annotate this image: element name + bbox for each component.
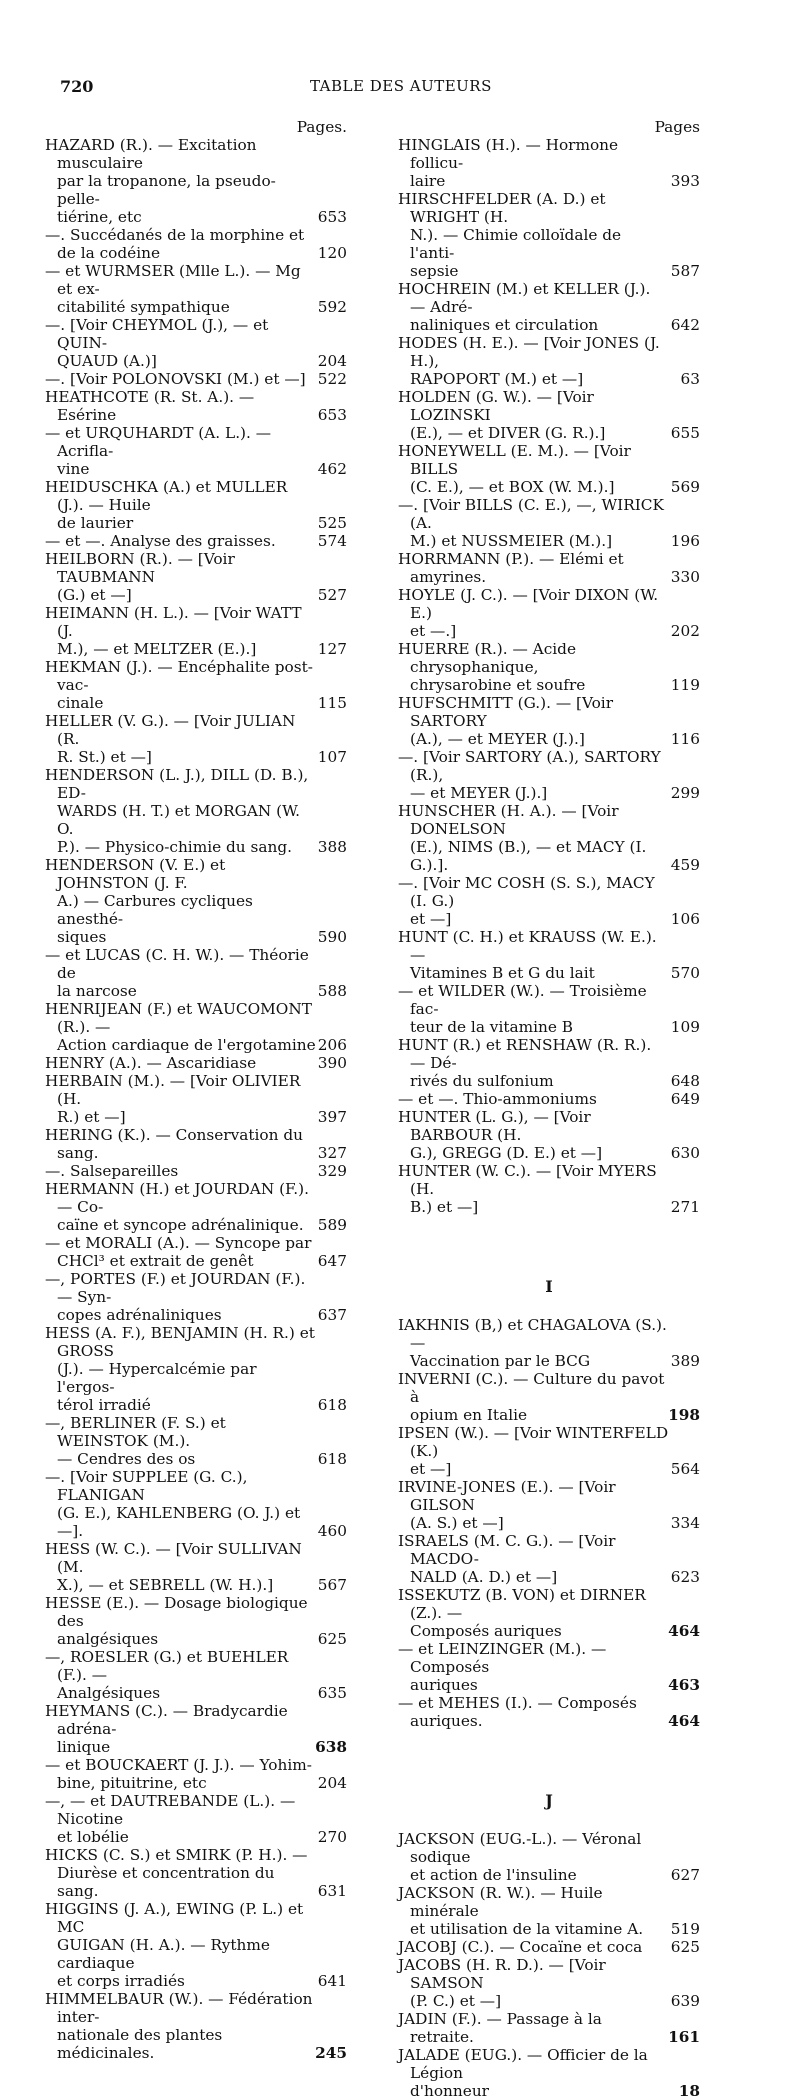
index-entry <box>398 2046 700 2100</box>
index-entry <box>45 1234 347 1270</box>
left-column <box>45 118 347 2062</box>
entry-text: HENRIJEAN (F.) et WAUCOMONT (R.). — Action cardiaque de l'ergotamine <box>45 1000 316 1054</box>
entry-page: 327 <box>317 1144 347 1162</box>
index-entry <box>45 316 347 370</box>
entry-page: 393 <box>670 172 700 190</box>
entry-text: —, PORTES (F.) et JOURDAN (F.). — Syn- copes adrénaliniques <box>45 1270 306 1324</box>
index-entry <box>45 856 347 946</box>
entry-page: 522 <box>317 370 347 388</box>
index-entry <box>398 586 700 640</box>
index-entry <box>398 982 700 1036</box>
entry-page: 641 <box>317 1972 347 1990</box>
entry-page: 647 <box>317 1252 347 1270</box>
entry-text: HERMANN (H.) et JOURDAN (F.). — Co- caïne et syncope adrénalinique. <box>45 1180 309 1234</box>
entry-page: 462 <box>317 460 347 478</box>
entry-text: —, BERLINER (F. S.) et WEINSTOK (M.). — Cendres des os <box>45 1414 226 1468</box>
index-entry <box>398 1370 700 1424</box>
entry-page: 625 <box>670 1938 700 1956</box>
entry-text: IPSEN (W.). — [Voir WINTERFELD (K.) et —] <box>398 1424 669 1478</box>
index-entry <box>398 748 700 802</box>
entry-page: 196 <box>670 532 700 550</box>
entry-text: — et —. Analyse des graisses. <box>45 532 276 550</box>
entry-page: 18 <box>678 2082 700 2100</box>
entry-page: 459 <box>670 856 700 874</box>
entry-page: 592 <box>317 298 347 316</box>
index-entry <box>398 1830 700 1884</box>
index-entry <box>45 1414 347 1468</box>
entry-page: 271 <box>670 1198 700 1216</box>
entry-text: —. [Voir MC COSH (S. S.), MACY (I. G.) et —] <box>398 874 655 928</box>
entry-text: HORRMANN (P.). — Elémi et amyrines. <box>398 550 624 586</box>
entry-text: JALADE (EUG.). — Officier de la Légion d'honneur <box>398 2046 648 2100</box>
entry-text: JACKSON (EUG.-L.). — Véronal sodique et action de l'insuline <box>398 1830 642 1884</box>
index-entry <box>398 280 700 334</box>
entry-text: HERBAIN (M.). — [Voir OLIVIER (H. R.) et —] <box>45 1072 301 1126</box>
entry-text: —. Succédanés de la morphine et de la codéine <box>45 226 305 262</box>
entry-text: HERING (K.). — Conservation du sang. <box>45 1126 303 1162</box>
entry-text: HEKMAN (J.). — Encéphalite post-vac- cinale <box>45 658 313 712</box>
entry-page: 637 <box>317 1306 347 1324</box>
index-entry <box>398 1424 700 1478</box>
index-entry <box>398 1884 700 1938</box>
entry-text: — et —. Thio-ammoniums <box>398 1090 597 1108</box>
entry-page: 527 <box>317 586 347 604</box>
entry-text: — et LUCAS (C. H. W.). — Théorie de la narcose <box>45 946 309 1000</box>
entry-page: 639 <box>670 1992 700 2010</box>
entry-page: 330 <box>670 568 700 586</box>
index-entry <box>45 1126 347 1162</box>
index-entry <box>398 1090 700 1108</box>
index-entry <box>45 532 347 550</box>
index-entry <box>45 1900 347 1990</box>
entry-page: 635 <box>317 1684 347 1702</box>
entry-text: — et LEINZINGER (M.). — Composés auriques <box>398 1640 607 1694</box>
index-entry <box>398 1162 700 1216</box>
index-entry <box>398 1938 700 1956</box>
index-entry <box>45 478 347 532</box>
entry-text: JADIN (F.). — Passage à la retraite. <box>398 2010 602 2046</box>
page-header <box>60 77 760 103</box>
entry-page: 388 <box>317 838 347 856</box>
index-entry <box>398 640 700 694</box>
entry-page: 519 <box>670 1920 700 1938</box>
entry-page: 588 <box>317 982 347 1000</box>
entry-page: 464 <box>668 1622 700 1640</box>
entry-text: HOYLE (J. C.). — [Voir DIXON (W. E.) et —.] <box>398 586 659 640</box>
index-entry <box>45 1702 347 1756</box>
right-column <box>398 118 700 2100</box>
entry-page: 570 <box>670 964 700 982</box>
entry-page: 623 <box>670 1568 700 1586</box>
entries-list-i <box>398 1316 700 1730</box>
entry-page: 589 <box>317 1216 347 1234</box>
entry-text: HELLER (V. G.). — [Voir JULIAN (R. R. St.) et —] <box>45 712 296 766</box>
entry-text: HUFSCHMITT (G.). — [Voir SARTORY (A.), — et MEYER (J.).] <box>398 694 614 748</box>
entry-page: 270 <box>317 1828 347 1846</box>
index-entry <box>45 712 347 766</box>
entry-page: 525 <box>317 514 347 532</box>
index-entry <box>45 1180 347 1234</box>
entry-page: 127 <box>317 640 347 658</box>
entry-text: JACOBJ (C.). — Cocaïne et coca <box>398 1938 643 1956</box>
index-entry <box>45 388 347 424</box>
index-entry <box>45 262 347 316</box>
entry-text: —. [Voir BILLS (C. E.), —, WIRICK (A. M.) et NUSSMEIER (M.).] <box>398 496 664 550</box>
entry-text: HIMMELBAUR (W.). — Fédération inter- nationale des plantes médicinales. <box>45 1990 313 2062</box>
index-entry <box>398 334 700 388</box>
entry-text: — et BOUCKAERT (J. J.). — Yohim- bine, pituitrine, etc <box>45 1756 312 1792</box>
entry-page: 574 <box>317 532 347 550</box>
entries-list-j <box>398 1830 700 2100</box>
entry-page: 198 <box>668 1406 700 1424</box>
entry-page: 119 <box>670 676 700 694</box>
entry-text: HOCHREIN (M.) et KELLER (J.). — Adré- naliniques et circulation <box>398 280 651 334</box>
entry-page: 245 <box>315 2044 347 2062</box>
index-entry <box>45 226 347 262</box>
entry-page: 464 <box>668 1712 700 1730</box>
index-entry <box>45 1540 347 1594</box>
index-entry <box>45 1072 347 1126</box>
index-entry <box>398 694 700 748</box>
index-entry <box>45 1162 347 1180</box>
index-entry <box>398 874 700 928</box>
entry-page: 649 <box>670 1090 700 1108</box>
entry-page: 653 <box>317 406 347 424</box>
index-entry <box>398 1036 700 1090</box>
entry-text: JACKSON (R. W.). — Huile minérale et utilisation de la vitamine A. <box>398 1884 644 1938</box>
entry-text: — et WILDER (W.). — Troisième fac- teur de la vitamine B <box>398 982 647 1036</box>
entry-text: HIGGINS (J. A.), EWING (P. L.) et MC GUIGAN (H. A.). — Rythme cardiaque et corps irradiés <box>45 1900 304 1990</box>
entry-text: —, ROESLER (G.) et BUEHLER (F.). — Analgésiques <box>45 1648 289 1702</box>
entry-text: — et MORALI (A.). — Syncope par CHCl³ et extrait de genêt <box>45 1234 312 1270</box>
index-entry <box>45 1792 347 1846</box>
index-entry <box>398 1532 700 1586</box>
entry-text: HAZARD (R.). — Excitation musculaire par la tropanone, la pseudo-pelle- tiérine, etc <box>45 136 276 226</box>
entry-text: HUERRE (R.). — Acide chrysophanique, chrysarobine et soufre <box>398 640 586 694</box>
entry-text: —. [Voir CHEYMOL (J.), — et QUIN- QUAUD (A.)] <box>45 316 269 370</box>
index-entry <box>45 604 347 658</box>
entry-text: HESS (A. F.), BENJAMIN (H. R.) et GROSS (J.). — Hypercalcémie par l'ergos- térol irradié <box>45 1324 315 1414</box>
entry-text: HEIMANN (H. L.). — [Voir WATT (J. M.), — et MELTZER (E.).] <box>45 604 302 658</box>
index-entry <box>398 1586 700 1640</box>
entry-page: 107 <box>317 748 347 766</box>
entry-page: 625 <box>317 1630 347 1648</box>
entry-page: 653 <box>317 208 347 226</box>
entry-text: HEILBORN (R.). — [Voir TAUBMANN (G.) et —] <box>45 550 235 604</box>
index-entry <box>45 550 347 604</box>
entry-text: HENDERSON (L. J.), DILL (D. B.), ED- WARDS (H. T.) et MORGAN (W. O. P.). — Physico-chimie du sang. <box>45 766 309 856</box>
index-entry <box>45 424 347 478</box>
index-entry <box>398 1694 700 1730</box>
index-entry <box>398 1956 700 2010</box>
entry-text: HEATHCOTE (R. St. A.). — Esérine <box>45 388 255 424</box>
entry-text: HUNT (R.) et RENSHAW (R. R.). — Dé- rivés du sulfonium <box>398 1036 652 1090</box>
entry-page: 463 <box>668 1676 700 1694</box>
entry-text: HUNT (C. H.) et KRAUSS (W. E.). — Vitamines B et G du lait <box>398 928 657 982</box>
index-entry <box>45 658 347 712</box>
entry-text: HUNTER (W. C.). — [Voir MYERS (H. B.) et —] <box>398 1162 657 1216</box>
entry-text: HINGLAIS (H.). — Hormone follicu- laire <box>398 136 619 190</box>
entry-page: 460 <box>317 1522 347 1540</box>
entry-text: — et WURMSER (Mlle L.). — Mg et ex- citabilité sympathique <box>45 262 301 316</box>
page-number: 720 <box>60 77 94 96</box>
entry-text: ISSEKUTZ (B. VON) et DIRNER (Z.). — Composés auriques <box>398 1586 646 1640</box>
index-entry <box>398 190 700 280</box>
entry-page: 618 <box>317 1396 347 1414</box>
index-entry <box>45 1648 347 1702</box>
entry-page: 120 <box>317 244 347 262</box>
entry-page: 204 <box>317 352 347 370</box>
pages-label: Pages. <box>296 118 347 136</box>
index-entry <box>398 802 700 874</box>
entry-text: INVERNI (C.). — Culture du pavot à opium en Italie <box>398 1370 665 1424</box>
entry-text: HONEYWELL (E. M.). — [Voir BILLS (C. E.), — et BOX (W. M.).] <box>398 442 631 496</box>
index-entry <box>398 1640 700 1694</box>
index-entry <box>45 1270 347 1324</box>
index-entry <box>398 928 700 982</box>
entry-page: 161 <box>668 2028 700 2046</box>
entry-text: HENDERSON (V. E.) et JOHNSTON (J. F. A.) — Carbures cycliques anesthé- siques <box>45 856 253 946</box>
entry-text: IAKHNIS (B,) et CHAGALOVA (S.). — Vaccination par le BCG <box>398 1316 667 1370</box>
entry-page: 569 <box>670 478 700 496</box>
index-entry <box>398 442 700 496</box>
entry-page: 389 <box>670 1352 700 1370</box>
entry-page: 106 <box>670 910 700 928</box>
entry-page: 655 <box>670 424 700 442</box>
index-entry <box>398 388 700 442</box>
index-entry <box>398 1108 700 1162</box>
index-entry <box>398 2010 700 2046</box>
section-letter-j: J <box>545 1791 553 1810</box>
index-entry <box>45 1000 347 1054</box>
index-entry <box>45 136 347 226</box>
entry-page: 567 <box>317 1576 347 1594</box>
section-letter-i: I <box>545 1277 553 1296</box>
entry-text: JACOBS (H. R. D.). — [Voir SAMSON (P. C.) et —] <box>398 1956 606 2010</box>
entry-page: 397 <box>317 1108 347 1126</box>
entry-page: 204 <box>317 1774 347 1792</box>
entry-page: 638 <box>315 1738 347 1756</box>
index-entry <box>45 370 347 388</box>
index-entry <box>45 1594 347 1648</box>
index-entry <box>398 136 700 190</box>
entry-page: 627 <box>670 1866 700 1884</box>
index-entry <box>45 1468 347 1540</box>
entry-page: 329 <box>317 1162 347 1180</box>
entry-text: HOLDEN (G. W.). — [Voir LOZINSKI (E.), — et DIVER (G. R.).] <box>398 388 606 442</box>
entry-text: —. Salsepareilles <box>45 1162 179 1180</box>
index-entry <box>398 1316 700 1370</box>
index-entry <box>45 1846 347 1900</box>
entry-text: HENRY (A.). — Ascaridiase <box>45 1054 257 1072</box>
entry-text: ISRAELS (M. C. G.). — [Voir MACDO- NALD (A. D.) et —] <box>398 1532 616 1586</box>
index-entry <box>45 1324 347 1414</box>
entry-text: —. [Voir SARTORY (A.), SARTORY (R.), — et MEYER (J.).] <box>398 748 661 802</box>
entry-text: HESSE (E.). — Dosage biologique des analgésiques <box>45 1594 308 1648</box>
entry-page: 618 <box>317 1450 347 1468</box>
index-entry <box>45 766 347 856</box>
entry-text: HIRSCHFELDER (A. D.) et WRIGHT (H. N.). — Chimie colloïdale de l'anti- sepsie <box>398 190 622 280</box>
entry-text: HODES (H. E.). — [Voir JONES (J. H.), RAPOPORT (M.) et —] <box>398 334 660 388</box>
entry-page: 299 <box>670 784 700 802</box>
index-entry <box>45 946 347 1000</box>
entry-text: HEIDUSCHKA (A.) et MULLER (J.). — Huile de laurier <box>45 478 288 532</box>
entry-text: HESS (W. C.). — [Voir SULLIVAN (M. X.), — et SEBRELL (W. H.).] <box>45 1540 302 1594</box>
entry-text: —. [Voir SUPPLEE (G. C.), FLANIGAN (G. E.), KAHLENBERG (O. J.) et —]. <box>45 1468 301 1540</box>
entries-list-left <box>45 136 347 2062</box>
entries-list-h <box>398 136 700 1216</box>
index-entry <box>398 550 700 586</box>
entry-page: 564 <box>670 1460 700 1478</box>
entry-text: HUNSCHER (H. A.). — [Voir DONELSON (E.), NIMS (B.), — et MACY (I. G.).]. <box>398 802 647 874</box>
pages-label: Pages <box>654 118 700 136</box>
entry-page: 630 <box>670 1144 700 1162</box>
entry-page: 631 <box>317 1882 347 1900</box>
entry-page: 206 <box>317 1036 347 1054</box>
entry-page: 648 <box>670 1072 700 1090</box>
index-entry <box>398 1478 700 1532</box>
entry-text: HEYMANS (C.). — Bradycardie adréna- linique <box>45 1702 288 1756</box>
entry-text: —. [Voir POLONOVSKI (M.) et —] <box>45 370 306 388</box>
entry-text: IRVINE-JONES (E.). — [Voir GILSON (A. S.) et —] <box>398 1478 616 1532</box>
entry-text: — et MEHES (I.). — Composés auriques. <box>398 1694 637 1730</box>
entry-page: 587 <box>670 262 700 280</box>
entry-page: 115 <box>317 694 347 712</box>
entry-page: 109 <box>670 1018 700 1036</box>
entry-text: —, — et DAUTREBANDE (L.). — Nicotine et lobélie <box>45 1792 296 1846</box>
entry-page: 116 <box>670 730 700 748</box>
index-entry <box>45 1756 347 1792</box>
entry-text: — et URQUHARDT (A. L.). — Acrifla- vine <box>45 424 272 478</box>
entry-page: 390 <box>317 1054 347 1072</box>
index-entry <box>45 1054 347 1072</box>
entry-page: 334 <box>670 1514 700 1532</box>
entry-page: 642 <box>670 316 700 334</box>
entry-text: HUNTER (L. G.), — [Voir BARBOUR (H. G.), GREGG (D. E.) et —] <box>398 1108 603 1162</box>
index-entry <box>45 1990 347 2062</box>
index-entry <box>398 496 700 550</box>
entry-page: 202 <box>670 622 700 640</box>
running-title: TABLE DES AUTEURS <box>310 77 492 95</box>
entry-page: 590 <box>317 928 347 946</box>
entry-text: HICKS (C. S.) et SMIRK (P. H.). — Diurèse et concentration du sang. <box>45 1846 308 1900</box>
entry-page: 63 <box>680 370 700 388</box>
